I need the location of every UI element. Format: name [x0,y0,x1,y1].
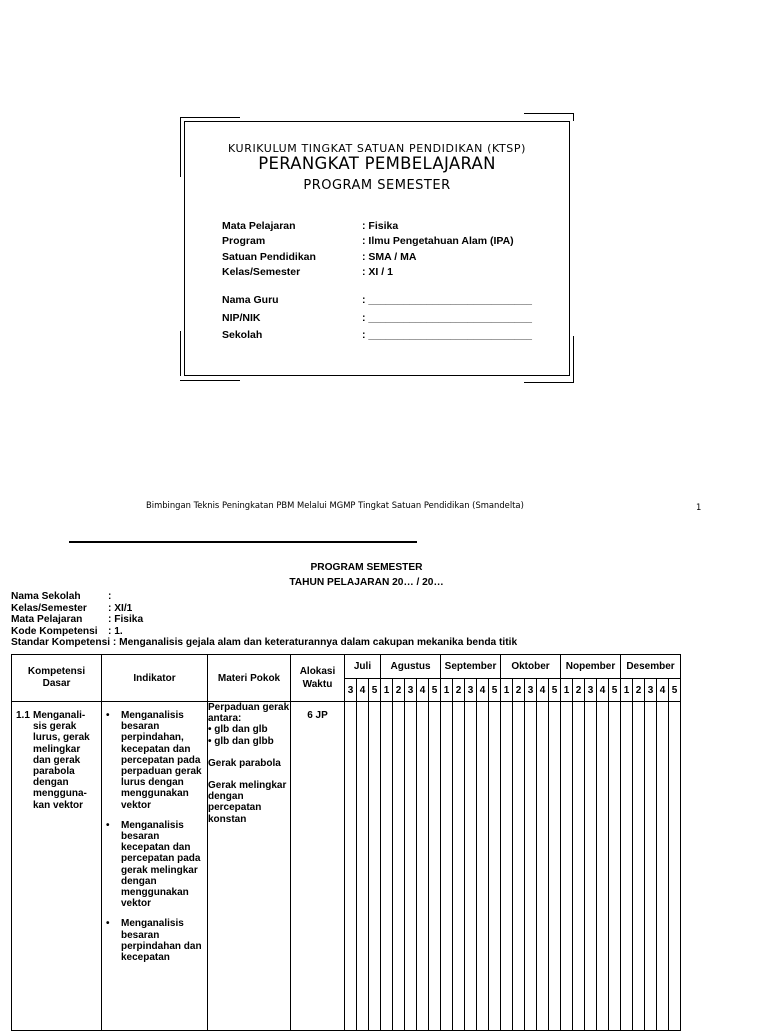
week-cell [549,702,561,1031]
week-header: 5 [369,679,381,702]
week-cell [441,702,453,1031]
week-header: 5 [549,679,561,702]
field-value: : ____________________________ [362,311,532,324]
field-label: Mata Pelajaran [222,220,296,232]
week-cell [669,702,681,1031]
week-header: 4 [537,679,549,702]
field-label: Program [222,235,266,248]
month-header: Desember [621,655,681,679]
month-header: Agustus [381,655,441,679]
cover-field [222,250,514,265]
field-value: : ____________________________ [362,294,532,306]
week-cell [357,702,369,1031]
week-header: 3 [405,679,417,702]
field-value: : Fisika [362,220,399,232]
field-label: Satuan Pendidikan [222,250,316,263]
week-cell [405,702,417,1031]
week-header: 1 [381,679,393,702]
week-header: 1 [441,679,453,702]
week-header: 1 [501,679,513,702]
week-header: 2 [573,679,585,702]
week-header: 5 [609,679,621,702]
indikator-item: • Menganalisis besaran perpindahan dan kecepatan [121,918,207,963]
curriculum-title: KURIKULUM TINGKAT SATUAN PENDIDIKAN (KTSP) [228,142,526,155]
week-header: 4 [657,679,669,702]
week-header: 3 [525,679,537,702]
meta-row [11,614,517,626]
field-label: NIP/NIK [222,311,261,324]
week-header: 5 [489,679,501,702]
week-header: 3 [345,679,357,702]
col-header-materi: Materi Pokok [208,655,291,702]
week-cell [381,702,393,1031]
materi-item: Gerak parabola [208,757,281,769]
week-cell [561,702,573,1031]
field-value: : SMA / MA [362,250,417,263]
meta-value: : XI/1 [108,602,133,614]
week-cell [609,702,621,1031]
table-row [12,702,681,1031]
cover-teacher-info [222,293,532,346]
corner-line [180,117,240,118]
corner-line [524,382,574,383]
corner-line [524,113,574,114]
week-cell [369,702,381,1031]
month-header: September [441,655,501,679]
week-header: 3 [465,679,477,702]
field-value: : XI / 1 [362,265,393,278]
cover-field [222,311,532,329]
meta-row [11,591,517,603]
field-value: : ____________________________ [362,329,532,341]
kd-number: 1.1 [16,710,30,721]
kompetensi-dasar-cell [12,702,102,1031]
cover-subheading: PROGRAM SEMESTER [303,178,451,193]
meta-row [11,603,517,615]
meta-value: : 1. [108,625,123,637]
corner-line [180,331,181,376]
week-cell [585,702,597,1031]
week-cell [645,702,657,1031]
cover-field [222,328,532,346]
week-header: 4 [597,679,609,702]
week-header: 2 [393,679,405,702]
document-meta [11,591,517,649]
meta-row [11,626,517,638]
indikator-item: • Menganalisis besaran perpindahan, kecepatan dan percepatan pada perpaduan gerak lurus dengan menggunakan vektor [121,710,207,811]
week-header: 2 [513,679,525,702]
week-cell [393,702,405,1031]
field-label: Sekolah [222,329,263,341]
week-cell [597,702,609,1031]
week-cell [429,702,441,1031]
week-header: 3 [645,679,657,702]
table-header-row [12,655,681,679]
week-cell [501,702,513,1031]
page-title: PROGRAM SEMESTER [310,562,423,573]
field-label: Nama Guru [222,294,279,306]
meta-value: : [108,591,112,602]
week-header: 4 [417,679,429,702]
kd-text: Menganali-sis gerak lurus, gerak melingkar dan gerak parabola dengan mengguna-kan vektor [33,710,90,811]
corner-line [180,117,181,177]
alokasi-waktu-cell: 6 JP [291,702,345,1031]
materi-item: Gerak melingkar dengan percepatan konstan [208,780,287,825]
meta-label: Nama Sekolah [11,591,81,602]
week-cell [345,702,357,1031]
meta-label: Kelas/Semester [11,602,87,614]
week-cell [477,702,489,1031]
week-header: 4 [357,679,369,702]
page-footer: Bimbingan Teknis Peningkatan PBM Melalui MGMP Tingkat Satuan Pendidikan (Smandelta) [146,500,524,510]
divider [69,541,417,543]
week-cell [525,702,537,1031]
indikator-cell [102,702,208,1031]
materi-pokok-cell [208,702,291,1031]
week-header: 4 [477,679,489,702]
cover-field [222,293,532,311]
program-semester-table [11,654,681,1031]
week-cell [573,702,585,1031]
materi-item: Perpaduan gerak antara: • glb dan glb • glb dan glbb [208,702,290,747]
meta-value: : Fisika [108,614,144,626]
week-header: 2 [633,679,645,702]
page-subtitle: TAHUN PELAJARAN 20… / 20… [289,577,444,588]
cover-info [222,219,514,280]
page-number: 1 [696,502,702,512]
cover-heading: PERANGKAT PEMBELAJARAN [258,154,496,173]
col-header-alokasi: Alokasi Waktu [291,655,345,702]
corner-line [573,336,574,382]
month-header: Oktober [501,655,561,679]
cover-box [184,121,570,376]
week-cell [465,702,477,1031]
week-header: 3 [585,679,597,702]
col-header-kompetensi: Kompetensi Dasar [12,655,102,702]
week-cell [621,702,633,1031]
week-header: 5 [669,679,681,702]
corner-line [573,113,574,121]
week-cell [657,702,669,1031]
standar-kompetensi: Standar Kompetensi : Menganalisis gejala alam dan keteraturannya dalam cakupan mekanika benda titik [11,637,518,649]
week-cell [417,702,429,1031]
week-cell [633,702,645,1031]
week-header: 5 [429,679,441,702]
cover-field [222,234,514,249]
month-header: Nopember [561,655,621,679]
corner-line [180,380,240,381]
week-cell [489,702,501,1031]
field-value: : Ilmu Pengetahuan Alam (IPA) [362,235,514,248]
meta-label: Mata Pelajaran [11,614,83,626]
meta-label: Kode Kompetensi [11,625,98,637]
week-cell [537,702,549,1031]
field-label: Kelas/Semester [222,265,301,278]
week-header: 1 [561,679,573,702]
month-header: Juli [345,655,381,679]
cover-field [222,265,514,280]
week-cell [513,702,525,1031]
week-header: 2 [453,679,465,702]
indikator-item: • Menganalisis besaran kecepatan dan percepatan pada gerak melingkar dengan menggunakan vektor [121,820,207,910]
col-header-indikator: Indikator [102,655,208,702]
week-header: 1 [621,679,633,702]
week-cell [453,702,465,1031]
cover-field [222,219,514,234]
